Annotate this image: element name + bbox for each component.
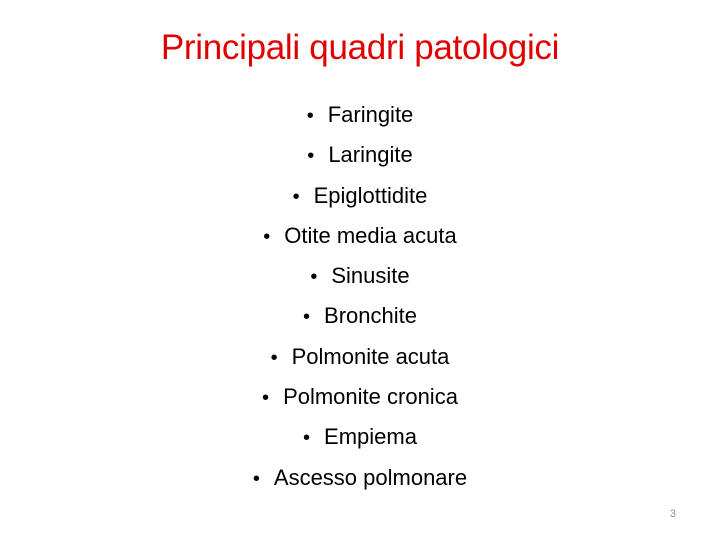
list-item <box>0 216 720 256</box>
bullet-icon: • <box>270 346 278 369</box>
bullet-icon: • <box>252 467 260 490</box>
bullet-list <box>0 95 720 498</box>
list-item-label: Bronchite <box>324 303 417 329</box>
list-item-label: Sinusite <box>331 263 410 289</box>
list-item-label: Ascesso polmonare <box>273 464 468 490</box>
list-item-label: Otite media acuta <box>284 222 457 248</box>
bullet-icon: • <box>307 145 315 168</box>
list-item-label: Epiglottidite <box>313 182 428 208</box>
bullet-icon: • <box>303 306 311 329</box>
list-item <box>0 377 720 417</box>
bullet-icon: • <box>292 185 300 208</box>
list-item-label: Polmonite cronica <box>283 384 458 410</box>
bullet-icon: • <box>262 387 270 410</box>
list-item-label: Laringite <box>328 142 413 168</box>
slide-title: Principali quadri patologici <box>160 28 560 67</box>
page-number: 3 <box>669 508 676 520</box>
list-item <box>0 135 720 175</box>
list-item <box>0 417 720 457</box>
list-item-label: Empiema <box>324 424 417 450</box>
list-item <box>0 458 720 498</box>
bullet-icon: • <box>303 427 311 450</box>
list-item <box>0 296 720 336</box>
list-item <box>0 95 720 135</box>
list-item <box>0 176 720 216</box>
bullet-icon: • <box>263 225 271 248</box>
list-item-label: Faringite <box>327 102 414 127</box>
bullet-icon: • <box>306 105 314 127</box>
list-item <box>0 256 720 296</box>
bullet-icon: • <box>310 266 318 289</box>
list-item <box>0 337 720 377</box>
list-item-label: Polmonite acuta <box>291 343 450 369</box>
